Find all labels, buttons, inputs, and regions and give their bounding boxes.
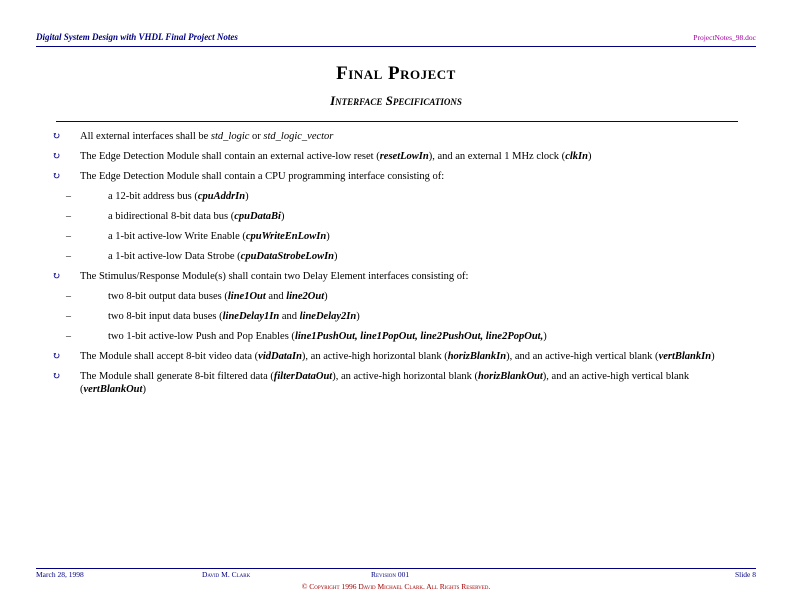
footer-revision: Revision 001 [371,570,410,579]
list-item-text: The Edge Detection Module shall contain an external active-low reset (resetLowIn), and an external 1 MHz clock (clkIn) [80,151,592,162]
dash-bullet-icon: – [66,231,71,242]
sub-list-item [52,290,742,303]
dash-bullet-icon: – [66,311,71,322]
list-item [52,150,742,163]
list-item [52,130,742,143]
footer-divider [36,568,756,569]
dash-bullet-icon: – [66,251,71,262]
sub-list-item [52,210,742,223]
footer-author: David M. Clark [202,570,251,579]
dash-bullet-icon: – [66,291,71,302]
list-item-text: a 1-bit active-low Data Strobe (cpuDataStrobeLowIn) [108,251,338,262]
bullet-arrow-icon: ↻ [52,151,61,162]
bullet-arrow-icon: ↻ [52,131,61,142]
header-filename: ProjectNotes_98.doc [693,33,756,42]
list-item-text: The Module shall generate 8-bit filtered data (filterDataOut), an active-high horizontal blank (horizBlankOut), and an active-high vertical blank (vertBlankOut) [80,371,690,395]
list-item-text: The Edge Detection Module shall contain a CPU programming interface consisting of: [80,171,445,182]
list-item-text: a 1-bit active-low Write Enable (cpuWriteEnLowIn) [108,231,330,242]
dash-bullet-icon: – [66,211,71,222]
list-item-text: The Stimulus/Response Module(s) shall contain two Delay Element interfaces consisting of: [80,271,469,282]
bullet-list [52,130,742,403]
page-title: Final Project [336,63,456,84]
title-divider [56,121,738,122]
sub-list-item [52,250,742,263]
footer-date: March 28, 1998 [36,570,84,579]
list-item-text: two 8-bit output data buses (line1Out and line2Out) [108,291,328,302]
list-item [52,370,742,396]
header-divider [36,46,756,47]
bullet-arrow-icon: ↻ [52,351,61,362]
list-item [52,350,742,363]
list-item-text: a bidirectional 8-bit data bus (cpuDataBi) [108,211,285,222]
bullet-arrow-icon: ↻ [52,371,61,382]
list-item-text: two 1-bit active-low Push and Pop Enables (line1PushOut, line1PopOut, line2PushOut, line2PopOut,) [108,331,547,342]
sub-list-item [52,330,742,343]
dash-bullet-icon: – [66,191,71,202]
bullet-arrow-icon: ↻ [52,271,61,282]
footer-copyright: © Copyright 1996 David Michael Clark. All Rights Reserved. [301,582,491,591]
sub-list-item [52,310,742,323]
list-item-text: All external interfaces shall be std_logic or std_logic_vector [80,131,334,142]
list-item-text: a 12-bit address bus (cpuAddrIn) [108,191,249,202]
page-subtitle: Interface Specifications [330,93,462,108]
sub-list-item [52,190,742,203]
sub-list-item [52,230,742,243]
list-item [52,270,742,283]
list-item [52,170,742,183]
dash-bullet-icon: – [66,331,71,342]
header-title: Digital System Design with VHDL Final Project Notes [36,32,238,42]
list-item-text: The Module shall accept 8-bit video data (vidDataIn), an active-high horizontal blank (horizBlankIn), and an active-high vertical blank (vertBlankIn) [80,351,715,362]
list-item-text: two 8-bit input data buses (lineDelay1In and lineDelay2In) [108,311,360,322]
footer-slide-number: Slide 8 [734,570,756,579]
bullet-arrow-icon: ↻ [52,171,61,182]
